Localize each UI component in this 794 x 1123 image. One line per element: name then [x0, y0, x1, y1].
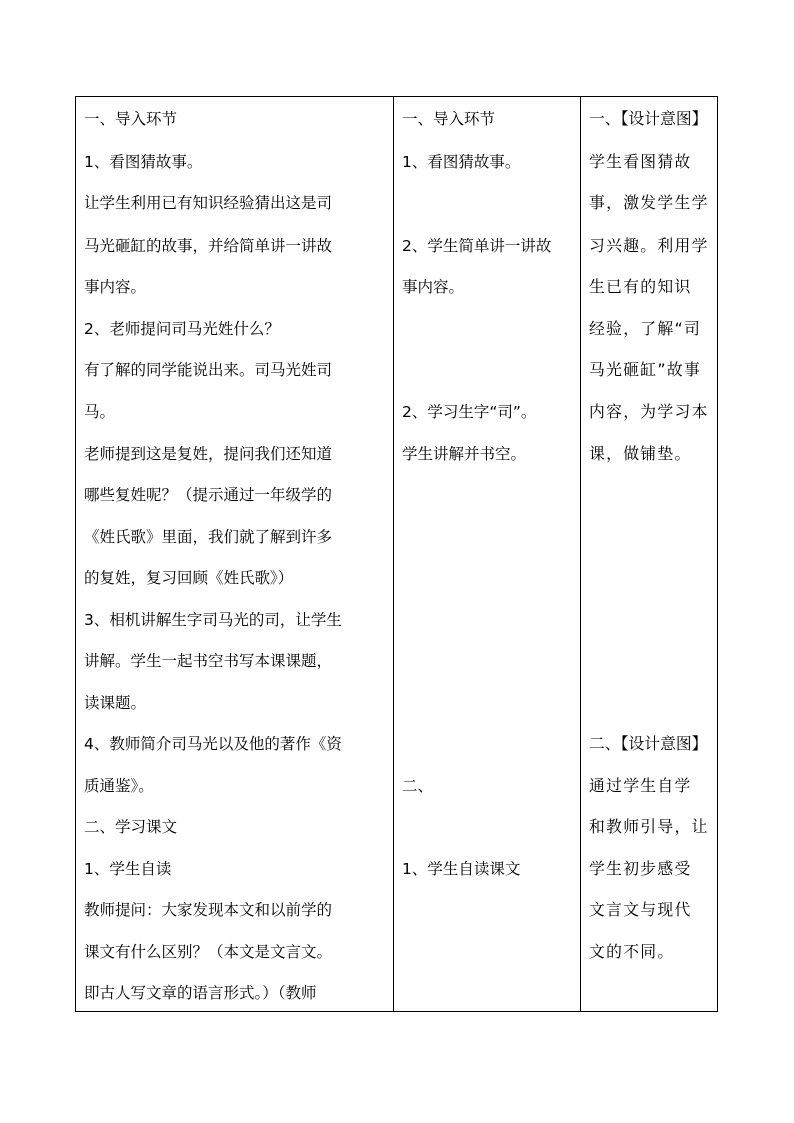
text-line: 马光砸缸的故事，并给简单讲一讲故	[84, 237, 333, 255]
text-line: 有了解的同学能说出来。司马光姓司	[84, 361, 333, 379]
text-line: 经验，了解“司	[589, 319, 702, 338]
text-line: 学生初步感受	[589, 859, 692, 878]
text-line: 3、相机讲解生字司马光的司，让学生	[84, 611, 342, 629]
text-line: 事内容。	[84, 278, 147, 296]
text-line: 文言文与现代	[589, 900, 692, 919]
teacher-activities-column	[76, 97, 393, 1011]
text-line: 学生看图猜故	[589, 152, 692, 171]
text-line: 1、看图猜故事。	[402, 153, 521, 171]
text-line: 和教师引导，让	[589, 817, 709, 836]
text-line: 的复姓，复习回顾《姓氏歌》）	[84, 569, 294, 587]
section-heading-intro: 一、导入环节	[84, 110, 178, 128]
design-intent-heading: 二、【设计意图】	[589, 734, 708, 753]
lesson-plan-table	[75, 96, 718, 1012]
text-line: 课文有什么区别？（本文是文言文。	[84, 943, 333, 961]
text-line: 学生讲解并书空。	[402, 445, 527, 463]
section-heading-study: 二、	[402, 777, 434, 795]
text-line: 马。	[84, 403, 116, 421]
text-line: 事内容。	[402, 278, 465, 296]
text-line: 让学生利用已有知识经验猜出这是司	[84, 194, 333, 212]
text-line: 讲解。学生一起书空书写本课课题，	[84, 652, 333, 670]
text-line: 2、学生简单讲一讲故	[402, 237, 552, 255]
text-line: 课，做铺垫。	[589, 444, 692, 463]
text-line: 2、老师提问司马光姓什么？	[84, 320, 280, 338]
text-line: 2、学习生字“司”。	[402, 403, 537, 421]
text-line: 即古人写文章的语言形式。）（教师	[84, 984, 317, 1002]
text-line: 教师提问：大家发现本文和以前学的	[84, 901, 333, 919]
design-intent-column	[581, 97, 718, 1011]
text-line: 1、看图猜故事。	[84, 153, 203, 171]
text-line: 老师提到这是复姓，提问我们还知道	[84, 445, 333, 463]
text-line: 1、学生自读	[84, 860, 172, 878]
text-line: 习兴趣。利用学	[589, 236, 709, 255]
text-line: 事，激发学生学	[589, 193, 709, 212]
text-line: 哪些复姓呢？（提示通过一年级学的	[84, 486, 333, 504]
text-line: 内容，为学习本	[589, 402, 709, 421]
text-line: 4、教师简介司马光以及他的著作《资	[84, 735, 342, 753]
design-intent-heading: 一、【设计意图】	[589, 109, 708, 128]
text-line: 《姓氏歌》里面，我们就了解到许多	[84, 528, 333, 546]
section-heading-intro: 一、导入环节	[402, 110, 496, 128]
text-line: 读课题。	[84, 694, 147, 712]
text-line: 质通鉴》。	[84, 777, 154, 795]
text-line: 马光砸缸”故事	[589, 360, 702, 379]
text-line: 通过学生自学	[589, 776, 692, 795]
text-line: 1、学生自读课文	[402, 860, 521, 878]
text-line: 生已有的知识	[589, 277, 692, 296]
section-heading-study: 二、学习课文	[84, 818, 178, 836]
text-line: 文的不同。	[589, 942, 675, 961]
student-activities-column	[394, 97, 580, 1011]
